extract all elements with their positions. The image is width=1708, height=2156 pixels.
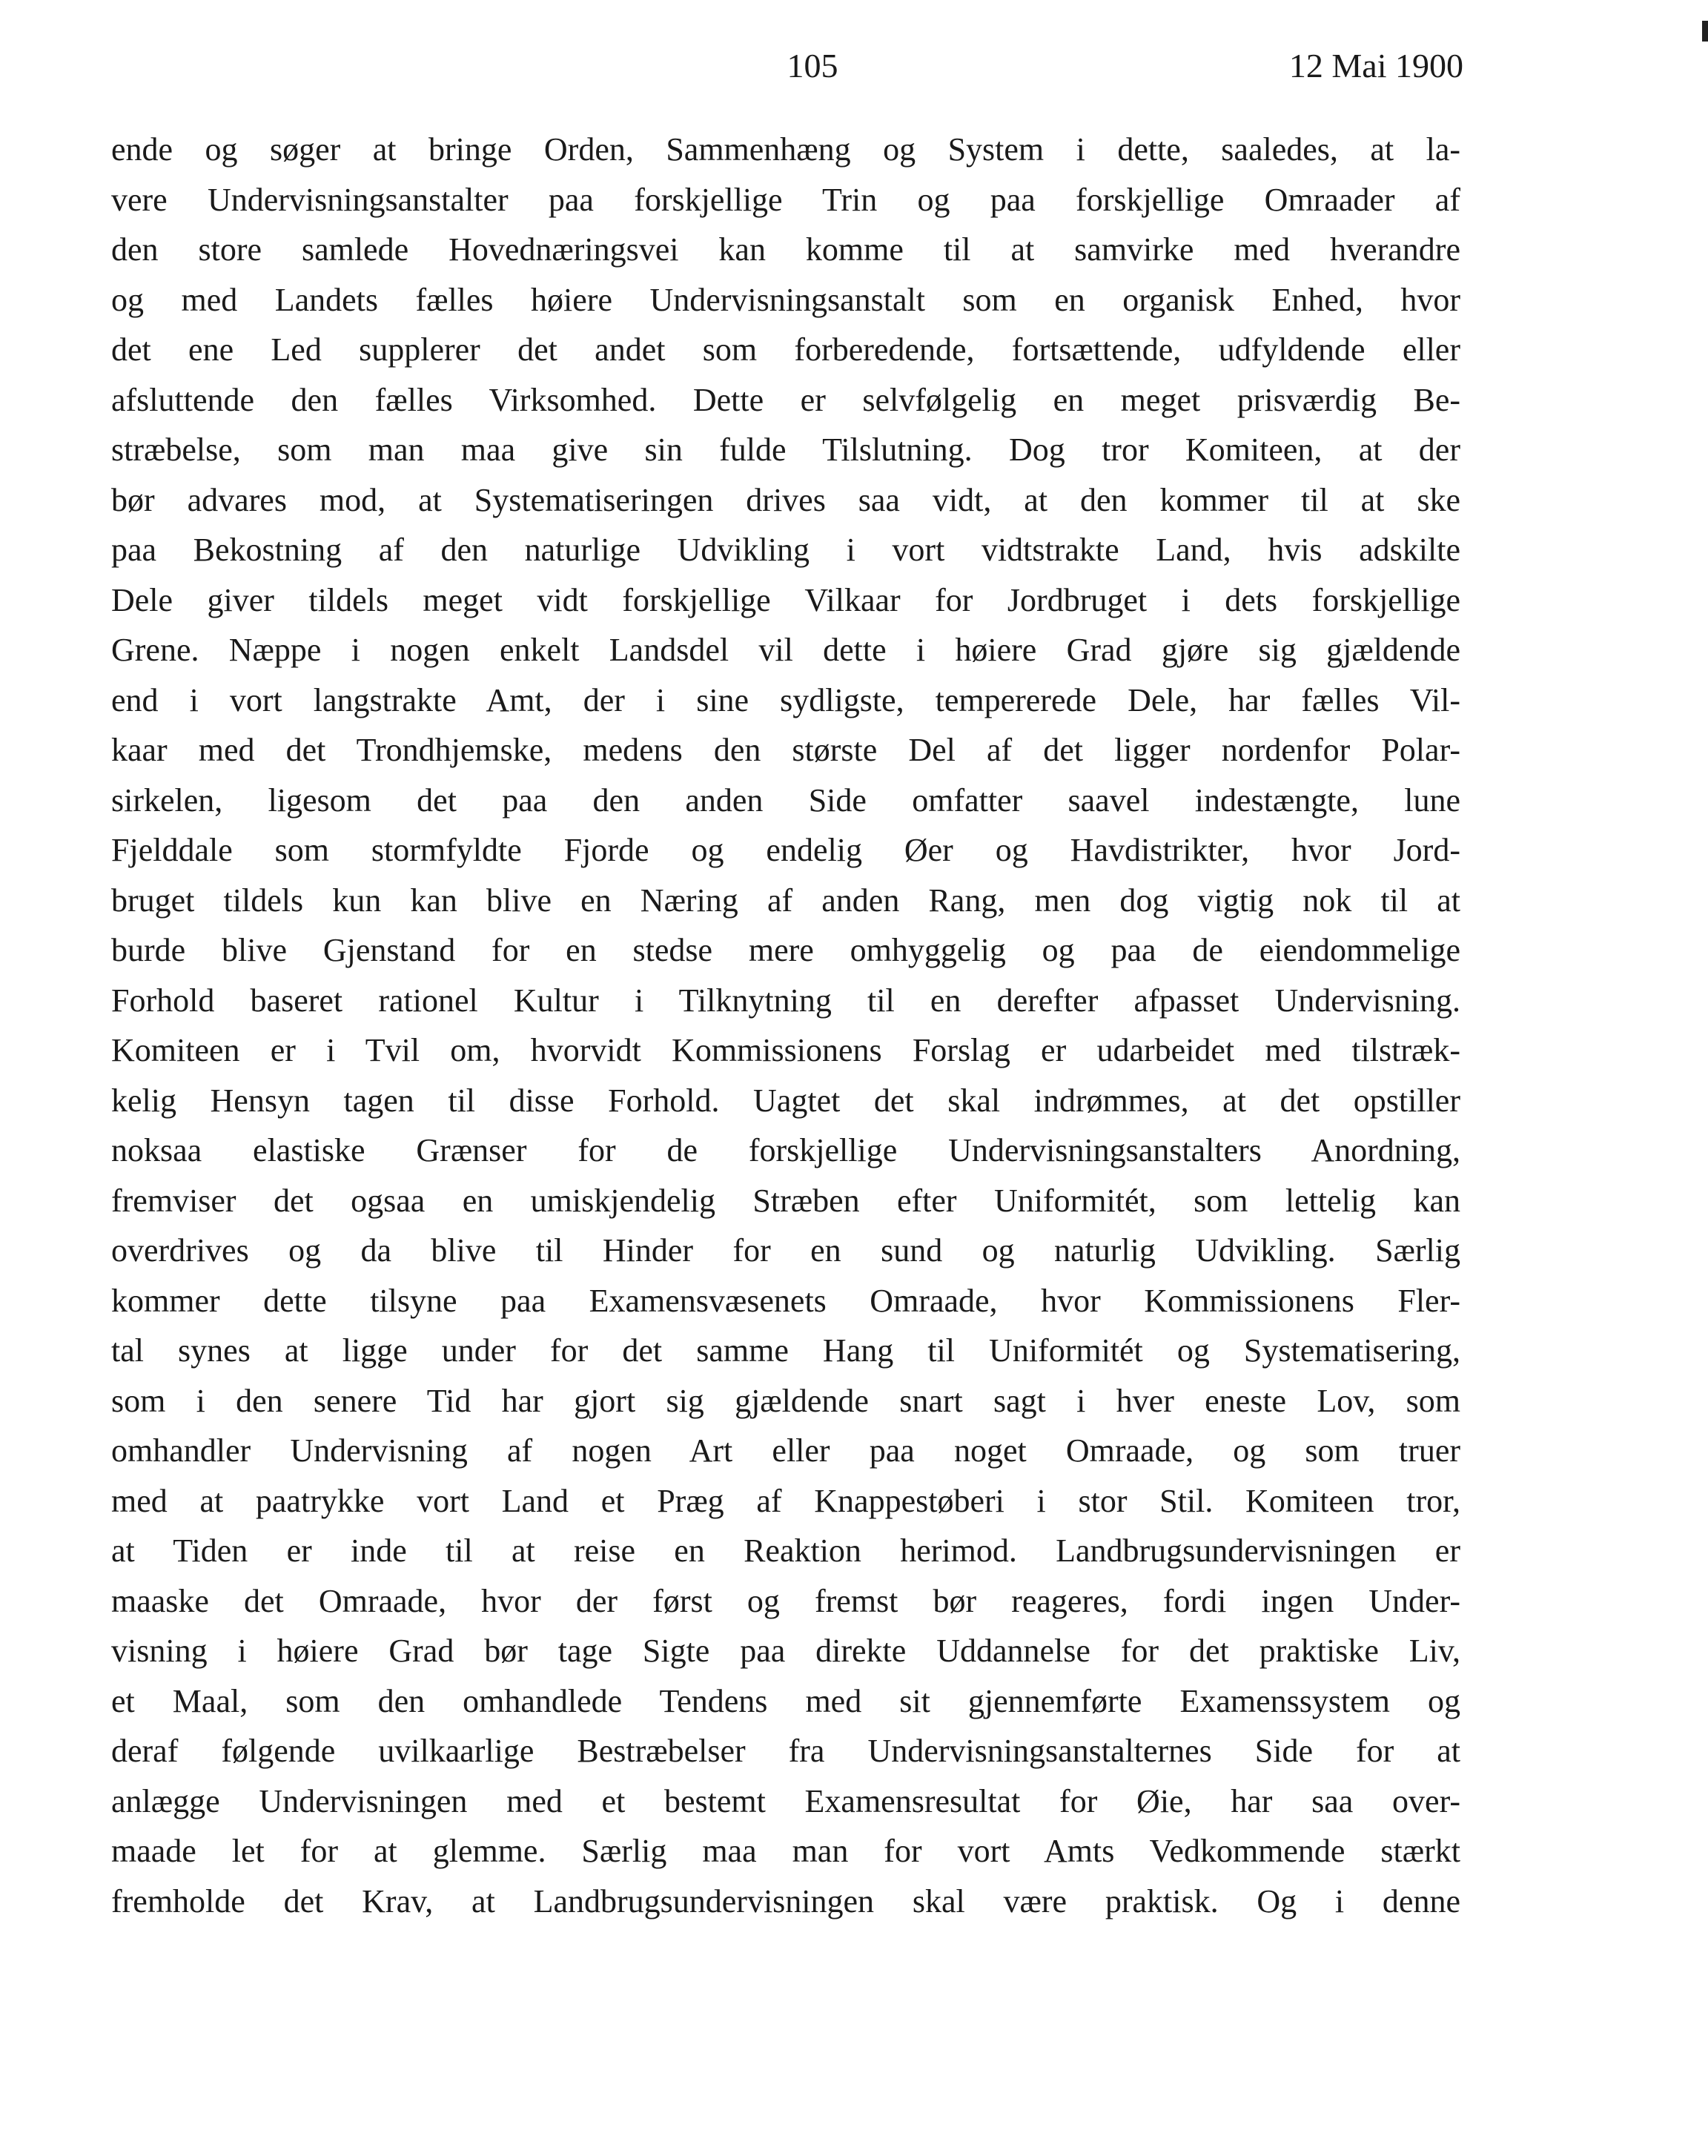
text-line: overdrives og da blive til Hinder for en sund og naturlig Udvikling. Særlig bbox=[111, 1232, 1460, 1269]
text-line: som i den senere Tid har gjort sig gjældende snart sagt i hver eneste Lov, som bbox=[111, 1382, 1460, 1419]
text-line: anlægge Undervisningen med et bestemt Examensresultat for Øie, har saa over- bbox=[111, 1782, 1460, 1819]
text-line: kommer dette tilsyne paa Examensvæsenets Omraade, hvor Kommissionens Fler- bbox=[111, 1282, 1460, 1319]
text-line: maade let for at glemme. Særlig maa man for vort Amts Vedkommende stærkt bbox=[111, 1833, 1460, 1869]
text-line: tal synes at ligge under for det samme Hang til Uniformitét og Systematisering, bbox=[111, 1332, 1460, 1369]
text-line: sirkelen, ligesom det paa den anden Side omfatter saavel indestængte, lune bbox=[111, 781, 1460, 819]
text-line: Komiteen er i Tvil om, hvorvidt Kommissionens Forslag er udarbeidet med tilstræk- bbox=[111, 1032, 1460, 1068]
scan-edge-mark bbox=[1702, 21, 1708, 42]
text-line: maaske det Omraade, hvor der først og fremst bør reageres, fordi ingen Under- bbox=[111, 1582, 1460, 1619]
text-line: fremholde det Krav, at Landbrugsundervisningen skal være praktisk. Og i denne bbox=[111, 1882, 1460, 1919]
text-line: ende og søger at bringe Orden, Sammenhæng og System i dette, saaledes, at la- bbox=[111, 131, 1460, 168]
text-line: at Tiden er inde til at reise en Reaktion herimod. Landbrugsundervisningen er bbox=[111, 1532, 1460, 1569]
text-line: bør advares mod, at Systematiseringen drives saa vidt, at den kommer til at ske bbox=[111, 481, 1460, 518]
page-date: 12 Mai 1900 bbox=[1288, 47, 1463, 85]
text-line: bruget tildels kun kan blive en Næring af anden Rang, men dog vigtig nok til at bbox=[111, 882, 1460, 919]
text-line: noksaa elastiske Grænser for de forskjellige Undervisningsanstalters Anordning, bbox=[111, 1132, 1460, 1168]
text-line: burde blive Gjenstand for en stedse mere omhyggelig og paa de eiendommelige bbox=[111, 932, 1460, 968]
text-line: og med Landets fælles høiere Undervisningsanstalt som en organisk Enhed, hvor bbox=[111, 281, 1460, 318]
text-line: end i vort langstrakte Amt, der i sine sydligste, tempererede Dele, har fælles Vil- bbox=[111, 681, 1460, 718]
text-line: kaar med det Trondhjemske, medens den største Del af det ligger nordenfor Polar- bbox=[111, 732, 1460, 768]
text-line: omhandler Undervisning af nogen Art eller paa noget Omraade, og som truer bbox=[111, 1432, 1460, 1469]
text-line: stræbelse, som man maa give sin fulde Tilslutning. Dog tror Komiteen, at der bbox=[111, 431, 1460, 468]
text-line: deraf følgende uvilkaarlige Bestræbelser fra Undervisningsanstalternes Side for at bbox=[111, 1733, 1460, 1769]
text-line: afsluttende den fælles Virksomhed. Dette er selvfølgelig en meget prisværdig Be- bbox=[111, 381, 1460, 418]
page-number: 105 bbox=[787, 47, 838, 85]
text-line: den store samlede Hovednæringsvei kan komme til at samvirke med hverandre bbox=[111, 231, 1460, 268]
text-line: vere Undervisningsanstalter paa forskjellige Trin og paa forskjellige Omraader af bbox=[111, 181, 1460, 218]
text-line: med at paatrykke vort Land et Præg af Knappestøberi i stor Stil. Komiteen tror, bbox=[111, 1482, 1460, 1519]
body-text bbox=[111, 125, 1460, 1926]
text-line: Grene. Næppe i nogen enkelt Landsdel vil dette i høiere Grad gjøre sig gjældende bbox=[111, 632, 1460, 668]
text-line: Forhold baseret rationel Kultur i Tilknytning til en derefter afpasset Undervisning. bbox=[111, 982, 1460, 1019]
text-line: det ene Led supplerer det andet som forberedende, fortsættende, udfyldende eller bbox=[111, 331, 1460, 368]
text-line: fremviser det ogsaa en umiskjendelig Stræben efter Uniformitét, som lettelig kan bbox=[111, 1182, 1460, 1219]
text-line: visning i høiere Grad bør tage Sigte paa direkte Uddannelse for det praktiske Liv, bbox=[111, 1633, 1460, 1669]
text-line: Dele giver tildels meget vidt forskjellige Vilkaar for Jordbruget i dets forskjellige bbox=[111, 581, 1460, 618]
text-line: paa Bekostning af den naturlige Udvikling i vort vidtstrakte Land, hvis adskilte bbox=[111, 532, 1460, 568]
text-line: et Maal, som den omhandlede Tendens med sit gjennemførte Examenssystem og bbox=[111, 1682, 1460, 1719]
text-line: kelig Hensyn tagen til disse Forhold. Uagtet det skal indrømmes, at det opstiller bbox=[111, 1082, 1460, 1119]
text-line: Fjelddale som stormfyldte Fjorde og endelig Øer og Havdistrikter, hvor Jord- bbox=[111, 832, 1460, 868]
